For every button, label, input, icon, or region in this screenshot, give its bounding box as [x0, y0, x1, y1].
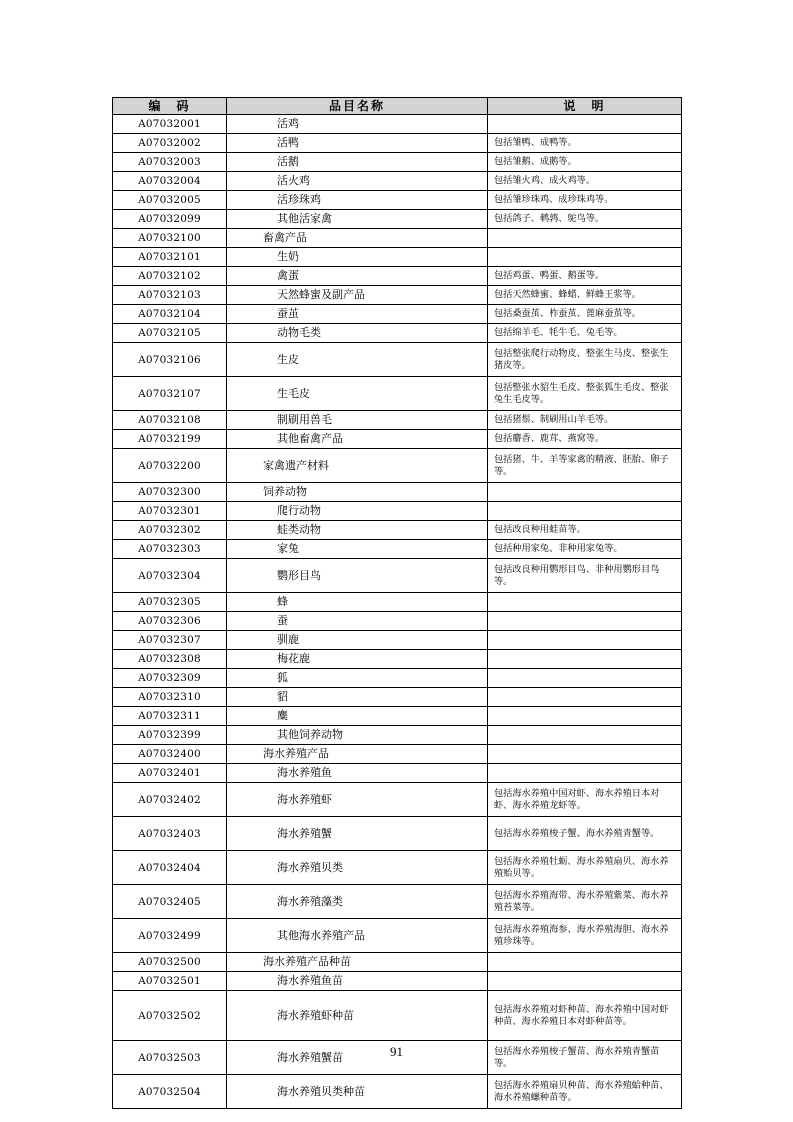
item-code: A07032001 [113, 115, 227, 134]
table-row [113, 540, 682, 559]
table-row [113, 172, 682, 191]
item-name: 活珍珠鸡 [227, 191, 488, 210]
table-row [113, 972, 682, 991]
item-code: A07032303 [113, 540, 227, 559]
table-row [113, 343, 682, 377]
table-row [113, 631, 682, 650]
item-code: A07032311 [113, 707, 227, 726]
item-code: A07032103 [113, 286, 227, 305]
item-code: A07032306 [113, 612, 227, 631]
item-note [488, 707, 682, 726]
item-name: 爬行动物 [227, 502, 488, 521]
item-code: A07032104 [113, 305, 227, 324]
item-name: 禽蛋 [227, 267, 488, 286]
item-name: 梅花鹿 [227, 650, 488, 669]
item-name: 其他饲养动物 [227, 726, 488, 745]
item-code: A07032302 [113, 521, 227, 540]
table-row [113, 817, 682, 851]
item-name: 其他畜禽产品 [227, 430, 488, 449]
table-row [113, 851, 682, 885]
item-note: 包括鸽子、鹌鹑、鸵鸟等。 [488, 210, 682, 229]
item-note: 包括种用家兔、非种用家兔等。 [488, 540, 682, 559]
item-code: A07032401 [113, 764, 227, 783]
table-row [113, 248, 682, 267]
item-code: A07032005 [113, 191, 227, 210]
item-name: 饲养动物 [227, 483, 488, 502]
item-name: 动物毛类 [227, 324, 488, 343]
item-name: 蛙类动物 [227, 521, 488, 540]
table-header-row [113, 98, 682, 115]
table-row [113, 726, 682, 745]
item-note [488, 953, 682, 972]
item-name: 海水养殖藻类 [227, 885, 488, 919]
item-name: 海水养殖鱼苗 [227, 972, 488, 991]
table-row [113, 707, 682, 726]
table-row [113, 191, 682, 210]
item-note: 包括整张水貂生毛皮、整张狐生毛皮、整张兔生毛皮等。 [488, 377, 682, 411]
item-name: 其他活家禽 [227, 210, 488, 229]
item-code: A07032106 [113, 343, 227, 377]
table-row [113, 783, 682, 817]
item-code: A07032399 [113, 726, 227, 745]
item-code: A07032300 [113, 483, 227, 502]
item-name: 海水养殖蟹苗 [227, 1041, 488, 1075]
item-name: 制刷用兽毛 [227, 411, 488, 430]
item-note [488, 972, 682, 991]
table-row [113, 134, 682, 153]
item-note [488, 764, 682, 783]
item-note [488, 248, 682, 267]
item-note: 包括海水养殖海参、海水养殖海胆、海水养殖珍珠等。 [488, 919, 682, 953]
item-name: 海水养殖产品 [227, 745, 488, 764]
table-row [113, 153, 682, 172]
item-name: 蚕 [227, 612, 488, 631]
table-row [113, 745, 682, 764]
item-name: 家禽遗产材料 [227, 449, 488, 483]
item-name: 其他海水养殖产品 [227, 919, 488, 953]
item-note [488, 502, 682, 521]
table-body [113, 115, 682, 1109]
item-code: A07032304 [113, 559, 227, 593]
item-note: 包括改良种用鹦形目鸟、非种用鹦形目鸟等。 [488, 559, 682, 593]
item-note: 包括海水养殖扇贝种苗、海水养殖蛤种苗、海水养殖螺种苗等。 [488, 1075, 682, 1109]
item-code: A07032305 [113, 593, 227, 612]
item-note: 包括雏鹅、成鹅等。 [488, 153, 682, 172]
item-name: 海水养殖蟹 [227, 817, 488, 851]
table-row [113, 449, 682, 483]
header-note: 说 明 [488, 98, 682, 115]
catalog-table-container [112, 97, 681, 1109]
item-note [488, 726, 682, 745]
item-code: A07032102 [113, 267, 227, 286]
item-note: 包括麝香、鹿茸、燕窝等。 [488, 430, 682, 449]
item-name: 貂 [227, 688, 488, 707]
item-code: A07032301 [113, 502, 227, 521]
item-code: A07032309 [113, 669, 227, 688]
item-code: A07032500 [113, 953, 227, 972]
item-note: 包括桑蚕茧、柞蚕茧、蓖麻蚕茧等。 [488, 305, 682, 324]
table-row [113, 267, 682, 286]
table-row [113, 559, 682, 593]
item-name: 麋 [227, 707, 488, 726]
item-name: 海水养殖虾种苗 [227, 991, 488, 1041]
item-name: 驯鹿 [227, 631, 488, 650]
table-row [113, 991, 682, 1041]
table-row [113, 115, 682, 134]
item-code: A07032100 [113, 229, 227, 248]
item-name: 生奶 [227, 248, 488, 267]
table-row [113, 612, 682, 631]
table-row [113, 483, 682, 502]
item-code: A07032099 [113, 210, 227, 229]
item-code: A07032307 [113, 631, 227, 650]
header-code: 编 码 [113, 98, 227, 115]
catalog-table [112, 97, 682, 1109]
item-name: 活火鸡 [227, 172, 488, 191]
item-note: 包括雏珍珠鸡、成珍珠鸡等。 [488, 191, 682, 210]
item-code: A07032199 [113, 430, 227, 449]
item-code: A07032402 [113, 783, 227, 817]
item-note: 包括整张爬行动物皮、整张生马皮、整张生猪皮等。 [488, 343, 682, 377]
item-code: A07032310 [113, 688, 227, 707]
table-row [113, 324, 682, 343]
item-note: 包括海水养殖中国对虾、海水养殖日本对虾、海水养殖龙虾等。 [488, 783, 682, 817]
item-note: 包括海水养殖牡蛎、海水养殖扇贝、海水养殖贻贝等。 [488, 851, 682, 885]
item-code: A07032003 [113, 153, 227, 172]
table-row [113, 688, 682, 707]
item-note [488, 593, 682, 612]
item-note: 包括绵羊毛、牦牛毛、兔毛等。 [488, 324, 682, 343]
table-row [113, 411, 682, 430]
table-row [113, 521, 682, 540]
table-row [113, 669, 682, 688]
table-row [113, 229, 682, 248]
item-code: A07032405 [113, 885, 227, 919]
item-note: 包括海水养殖对虾种苗、海水养殖中国对虾种苗、海水养殖日本对虾种苗等。 [488, 991, 682, 1041]
item-name: 活鹅 [227, 153, 488, 172]
item-name: 蚕茧 [227, 305, 488, 324]
item-code: A07032404 [113, 851, 227, 885]
table-row [113, 286, 682, 305]
item-code: A07032308 [113, 650, 227, 669]
item-note [488, 745, 682, 764]
item-name: 海水养殖鱼 [227, 764, 488, 783]
item-note: 包括海水养殖梭子蟹苗、海水养殖青蟹苗等。 [488, 1041, 682, 1075]
item-note: 包括雏鸭、成鸭等。 [488, 134, 682, 153]
item-name: 海水养殖产品种苗 [227, 953, 488, 972]
item-note [488, 483, 682, 502]
item-code: A07032400 [113, 745, 227, 764]
item-code: A07032200 [113, 449, 227, 483]
item-name: 家兔 [227, 540, 488, 559]
table-row [113, 919, 682, 953]
item-note: 包括海水养殖梭子蟹、海水养殖青蟹等。 [488, 817, 682, 851]
item-code: A07032004 [113, 172, 227, 191]
item-code: A07032107 [113, 377, 227, 411]
item-note [488, 229, 682, 248]
item-code: A07032108 [113, 411, 227, 430]
item-note: 包括海水养殖海带、海水养殖紫菜、海水养殖苔菜等。 [488, 885, 682, 919]
item-code: A07032501 [113, 972, 227, 991]
item-code: A07032105 [113, 324, 227, 343]
header-name: 品目名称 [227, 98, 488, 115]
item-name: 海水养殖虾 [227, 783, 488, 817]
item-name: 天然蜂蜜及副产品 [227, 286, 488, 305]
item-name: 海水养殖贝类 [227, 851, 488, 885]
item-note: 包括鸡蛋、鸭蛋、鹅蛋等。 [488, 267, 682, 286]
item-code: A07032403 [113, 817, 227, 851]
item-code: A07032502 [113, 991, 227, 1041]
table-row [113, 1075, 682, 1109]
item-name: 活鸡 [227, 115, 488, 134]
table-row [113, 593, 682, 612]
item-name: 活鸭 [227, 134, 488, 153]
item-note [488, 650, 682, 669]
item-note [488, 115, 682, 134]
item-note: 包括猪鬃、制刷用山羊毛等。 [488, 411, 682, 430]
item-name: 狐 [227, 669, 488, 688]
item-code: A07032101 [113, 248, 227, 267]
table-row [113, 377, 682, 411]
table-row [113, 953, 682, 972]
item-code: A07032504 [113, 1075, 227, 1109]
item-note [488, 688, 682, 707]
item-name: 海水养殖贝类种苗 [227, 1075, 488, 1109]
table-row [113, 502, 682, 521]
table-row [113, 430, 682, 449]
page-number: 91 [390, 1044, 403, 1059]
item-note [488, 669, 682, 688]
item-name: 生皮 [227, 343, 488, 377]
table-row [113, 885, 682, 919]
item-name: 蜂 [227, 593, 488, 612]
item-code: A07032499 [113, 919, 227, 953]
item-note: 包括猪、牛、羊等家禽的精液、胚胎、卵子等。 [488, 449, 682, 483]
item-name: 畜禽产品 [227, 229, 488, 248]
table-row [113, 764, 682, 783]
table-row [113, 210, 682, 229]
item-note: 包括雏火鸡、成火鸡等。 [488, 172, 682, 191]
item-note [488, 612, 682, 631]
item-note: 包括改良种用蛙苗等。 [488, 521, 682, 540]
item-note [488, 631, 682, 650]
item-name: 鹦形目鸟 [227, 559, 488, 593]
item-code: A07032002 [113, 134, 227, 153]
item-note: 包括天然蜂蜜、蜂蜡、鲜蜂王浆等。 [488, 286, 682, 305]
item-code: A07032503 [113, 1041, 227, 1075]
table-row [113, 650, 682, 669]
item-name: 生毛皮 [227, 377, 488, 411]
table-row [113, 305, 682, 324]
